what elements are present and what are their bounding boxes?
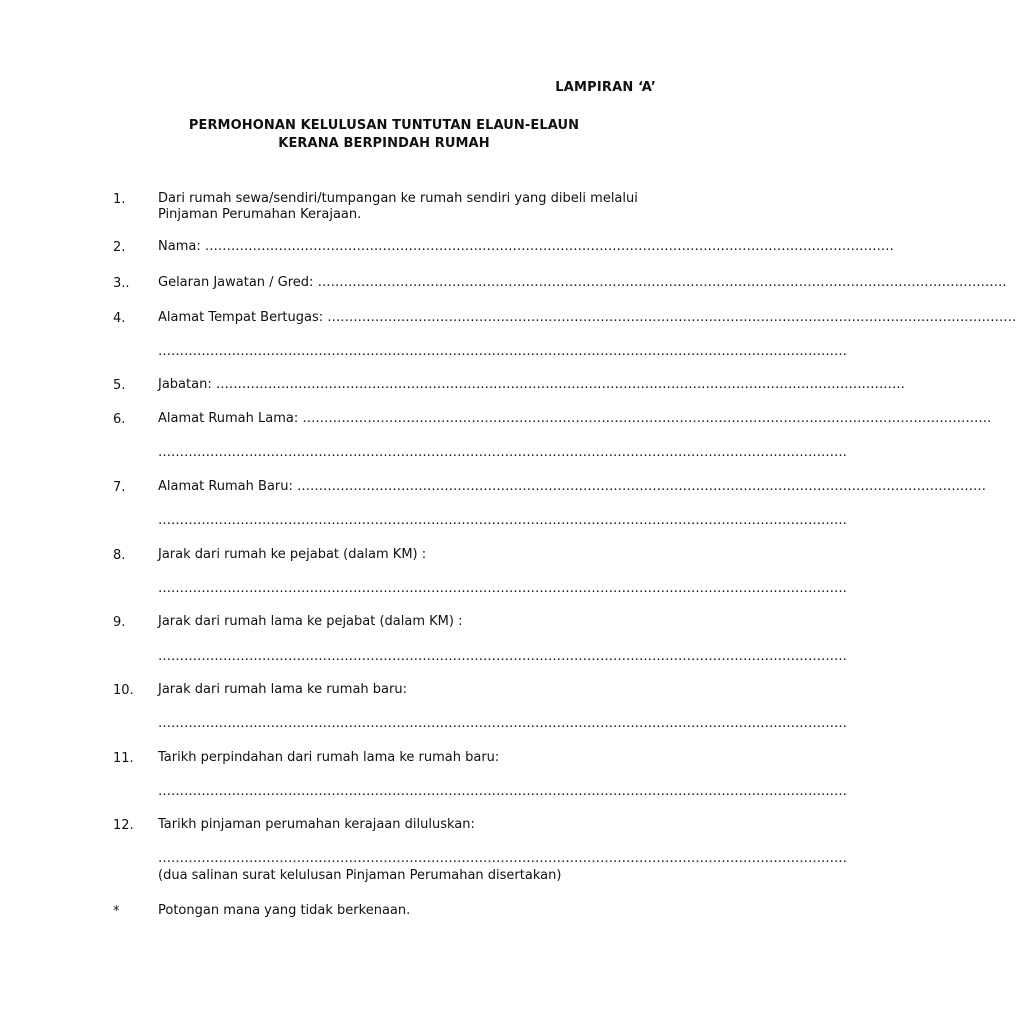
item-6-row — [158, 410, 992, 428]
item-11-number: 11. — [113, 751, 134, 766]
item-11-answer-line[interactable]: …………………………………………………………………………………………………………………………………………… — [158, 784, 847, 799]
item-7-answer-line2[interactable]: …………………………………………………………………………………………………………………………………………… — [158, 513, 847, 528]
item-1-line2: Pinjaman Perumahan Kerajaan. — [158, 207, 362, 222]
item-7-answer-line[interactable]: …………………………………………………………………………………………………………………………………………… — [297, 479, 987, 494]
item-3-row — [158, 274, 1007, 292]
item-1-line1: Dari rumah sewa/sendiri/tumpangan ke rumah sendiri yang dibeli melalui — [158, 191, 638, 206]
item-4-answer-line[interactable]: …………………………………………………………………………………………………………………………………………… — [327, 310, 1016, 325]
item-2-number: 2. — [113, 240, 126, 255]
footnote-text: Potongan mana yang tidak berkenaan. — [158, 903, 411, 918]
item-5-row — [158, 376, 905, 394]
item-6-answer-line2[interactable]: …………………………………………………………………………………………………………………………………………… — [158, 445, 847, 460]
item-10-answer-line[interactable]: …………………………………………………………………………………………………………………………………………… — [158, 716, 847, 731]
item-8-label: Jarak dari rumah ke pejabat (dalam KM) : — [158, 547, 427, 562]
footnote-mark: * — [113, 904, 120, 919]
item-6-number: 6. — [113, 412, 126, 427]
item-9-answer-line[interactable]: …………………………………………………………………………………………………………………………………………… — [158, 649, 847, 664]
item-7-row — [158, 478, 987, 496]
item-12-note: (dua salinan surat kelulusan Pinjaman Perumahan disertakan) — [158, 868, 562, 883]
item-5-number: 5. — [113, 378, 126, 393]
item-11-label: Tarikh perpindahan dari rumah lama ke rumah baru: — [158, 750, 500, 765]
item-7-number: 7. — [113, 480, 126, 495]
item-5-answer-line[interactable]: …………………………………………………………………………………………………………………………………………… — [215, 377, 905, 392]
form-title-line1: PERMOHONAN KELULUSAN TUNTUTAN ELAUN-ELAUN — [188, 118, 580, 133]
item-12-label: Tarikh pinjaman perumahan kerajaan diluluskan: — [158, 817, 475, 832]
item-2-row — [158, 238, 894, 256]
item-8-answer-line[interactable]: …………………………………………………………………………………………………………………………………………… — [158, 581, 847, 596]
item-4-answer-line2[interactable]: …………………………………………………………………………………………………………………………………………… — [158, 344, 847, 359]
item-8-number: 8. — [113, 548, 126, 563]
item-12-number: 12. — [113, 818, 134, 833]
item-6-answer-line[interactable]: …………………………………………………………………………………………………………………………………………… — [302, 411, 992, 426]
item-1-number: 1. — [113, 192, 126, 207]
item-2-label: Nama: — [158, 239, 201, 254]
item-4-number: 4. — [113, 311, 126, 326]
item-7-label: Alamat Rumah Baru: — [158, 479, 293, 494]
annex-label: LAMPIRAN ‘A’ — [555, 80, 656, 95]
item-4-label: Alamat Tempat Bertugas: — [158, 310, 324, 325]
item-3-label: Gelaran Jawatan / Gred: — [158, 275, 314, 290]
item-3-answer-line[interactable]: …………………………………………………………………………………………………………………………………………… — [317, 275, 1007, 290]
item-10-number: 10. — [113, 683, 134, 698]
item-9-label: Jarak dari rumah lama ke pejabat (dalam KM) : — [158, 614, 463, 629]
item-2-answer-line[interactable]: …………………………………………………………………………………………………………………………………………… — [204, 239, 894, 254]
form-title-line2: KERANA BERPINDAH RUMAH — [278, 136, 490, 151]
item-10-label: Jarak dari rumah lama ke rumah baru: — [158, 682, 407, 697]
item-5-label: Jabatan: — [158, 377, 212, 392]
item-3-number: 3.. — [113, 276, 130, 291]
item-4-row — [158, 309, 1016, 327]
item-9-number: 9. — [113, 615, 126, 630]
item-6-label: Alamat Rumah Lama: — [158, 411, 299, 426]
item-12-answer-line[interactable]: …………………………………………………………………………………………………………………………………………… — [158, 851, 847, 866]
